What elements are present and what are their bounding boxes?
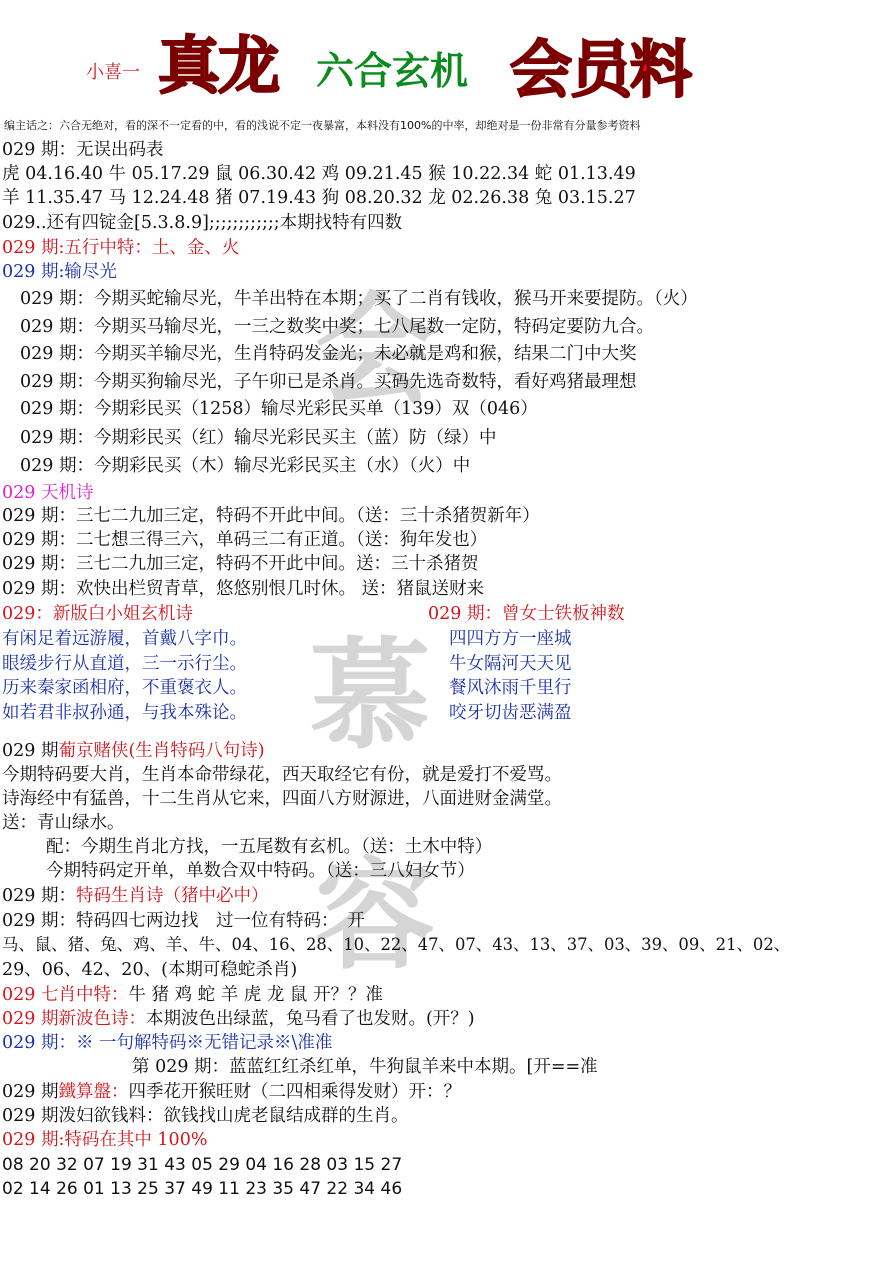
header-prefix: 小喜一	[86, 62, 140, 83]
shujinguang-line-5: 029 期：今期彩民买（1258）输尽光彩民买单（139）双（046）	[20, 399, 538, 419]
xiaojie-line-2: 眼缓步行从直道，三一示行尘。	[2, 654, 247, 674]
tiesuan-prefix: 029 期	[2, 1082, 59, 1102]
shujinguang-line-6: 029 期：今期彩民买（红）输尽光彩民买主（蓝）防（绿）中	[20, 428, 497, 448]
tiesuan-body: 四季花开猴旺财（二四相乘得发财）开：？	[128, 1082, 461, 1102]
yiju-body: 第 029 期：蓝蓝红红杀红单，牛狗鼠羊来中本期。[开==准	[132, 1057, 598, 1077]
dujing-pei-2: 今期特码定开单，单数合双中特码。（送：三八妇女节）	[46, 861, 475, 881]
zeng-line-3: 餐风沐雨千里行	[449, 678, 572, 698]
dujing-title: 葡京赌侠(生肖特码八句诗)	[58, 741, 265, 761]
sijiao-line-3: 29、06、42、20、(本期可稳蛇杀肖)	[2, 960, 298, 980]
qixiao-title: 029 七肖中特：	[2, 985, 129, 1005]
xiaojie-line-1: 有闲足着远游履，首戴八字巾。	[2, 629, 247, 649]
watermark-1: 会	[315, 282, 435, 421]
shengxiao-poem-row	[2, 884, 268, 908]
bose-title: 029 期新波色诗：	[2, 1009, 146, 1029]
bose-body: 本期波色出绿蓝，兔马看了也发财。(开？)	[145, 1009, 475, 1029]
dujing-pei-1: 配：今期生肖北方找，一五尾数有玄机。（送：土木中特）	[46, 837, 493, 857]
watermark-2: 慕	[310, 627, 430, 766]
tianji-line-1: 029 期：三七二九加三定，特码不开此中间。（送：三十杀猪贺新年）	[2, 506, 540, 526]
dujing-line-2: 诗海经中有猛兽，十二生肖从它来，四面八方财源进，八面进财金满堂。	[2, 789, 562, 809]
zeng-title: 029 期：曾女士铁板神数	[428, 604, 625, 624]
qixiao-row	[2, 983, 383, 1007]
shujinguang-line-3: 029 期：今期买羊输尽光，生肖特码发金光；未必就是鸡和猴，结果二门中大奖	[20, 344, 637, 364]
dujing-title-row	[2, 739, 265, 763]
tianji-line-4: 029 期：欢快出栏贸青草，悠悠别恨几时休。 送：猪鼠送财来	[2, 579, 485, 599]
qixiao-body: 牛 猪 鸡 蛇 羊 虎 龙 鼠 开？？准	[128, 985, 383, 1005]
bofu-line: 029 期泼妇欲钱料：欲钱找山虎老鼠结成群的生肖。	[2, 1106, 409, 1126]
dujing-title-prefix: 029 期	[2, 741, 59, 761]
watermark-3: 容	[315, 847, 435, 986]
zodiac-row-1: 虎 04.16.40 牛 05.17.29 鼠 06.30.42 鸡 09.21.45 猴 10.22.34 蛇 01.13.49	[2, 164, 636, 184]
zodiac-row-2: 羊 11.35.47 马 12.24.48 猪 07.19.43 狗 08.20.32 龙 02.26.38 兔 03.15.27	[2, 188, 636, 208]
shengxiao-poem-title: 特码生肖诗（猪中必中）	[75, 886, 269, 906]
shujinguang-line-2: 029 期：今期买马输尽光，一三之数奖中奖；七八尾数一定防，特码定要防九合。	[20, 317, 654, 337]
tiesuan-row	[2, 1080, 461, 1104]
shujinguang-line-7: 029 期：今期彩民买（木）输尽光彩民买主（水）（火）中	[20, 456, 471, 476]
zeng-line-2: 牛女隔河天天见	[449, 654, 572, 674]
zodiac-row-3: 029..还有四锭金[5.3.8.9];;;;;;;;;;;;本期找特有四数	[2, 213, 403, 233]
tianji-line-3: 029 期：三七二九加三定，特码不开此中间。送：三十杀猪贺	[2, 554, 479, 574]
zaiqizhong-row-1: 08 20 32 07 19 31 43 05 29 04 16 28 03 15 27	[2, 1155, 403, 1175]
tianji-line-2: 029 期：二七想三得三六，单码三二有正道。（送：狗年发也）	[2, 530, 488, 550]
xiaojie-title: 029：新版白小姐玄机诗	[2, 604, 193, 624]
sijiao-line-1: 029 期：特码四七两边找 过一位有特码： 开	[2, 911, 365, 931]
tiesuan-title: 鐵算盤：	[58, 1082, 129, 1102]
shujinguang-line-4: 029 期：今期买狗输尽光，子午卯已是杀肖。买码先选奇数特，看好鸡猪最理想	[20, 372, 637, 392]
zaiqizhong-row-2: 02 14 26 01 13 25 37 49 11 23 35 47 22 34 46	[2, 1179, 403, 1199]
shengxiao-poem-prefix: 029 期：	[2, 886, 76, 906]
tianji-title: 029 天机诗	[2, 483, 94, 503]
xiaojie-line-3: 历来秦家函相府，不重褒衣人。	[2, 678, 247, 698]
zeng-line-1: 四四方方一座城	[449, 629, 572, 649]
sijiao-line-2: 马、鼠、猪、兔、鸡、羊、牛、04、16、28、10、22、47、07、43、13、37、03、39、09、21、02、	[2, 935, 791, 954]
bose-row	[2, 1007, 475, 1031]
shujinguang-title: 029 期:输尽光	[2, 262, 117, 282]
dujing-line-3: 送：青山绿水。	[2, 813, 125, 833]
zaiqizhong-title: 029 期:特码在其中 100%	[2, 1130, 208, 1150]
zodiac-title: 029 期：无误出码表	[2, 140, 164, 160]
wuxing: 029 期:五行中特：土、金、火	[2, 238, 240, 258]
zeng-line-4: 咬牙切齿恶满盈	[449, 703, 572, 723]
header-title-a: 真龙	[158, 29, 279, 102]
editor-note: 编主话之：六合无绝对，看的深不一定看的中，看的浅说不定一夜暴富，本料没有100%的中率，却绝对是一份非常有分量参考资料	[4, 119, 641, 132]
header-title-b: 六合玄机	[316, 49, 469, 93]
shujinguang-line-1: 029 期：今期买蛇输尽光，牛羊出特在本期；买了二肖有钱收，猴马开来要提防。（火）	[20, 289, 698, 309]
yiju-title: 029 期：※ 一句解特码※无错记录※\准准	[2, 1033, 333, 1053]
xiaojie-line-4: 如若君非叔孙通，与我本殊论。	[2, 703, 247, 723]
header-title-c: 会员料	[510, 33, 691, 106]
dujing-line-1: 今期特码要大肖，生肖本命带绿花，西天取经它有份，就是爱打不爱骂。	[2, 765, 562, 785]
